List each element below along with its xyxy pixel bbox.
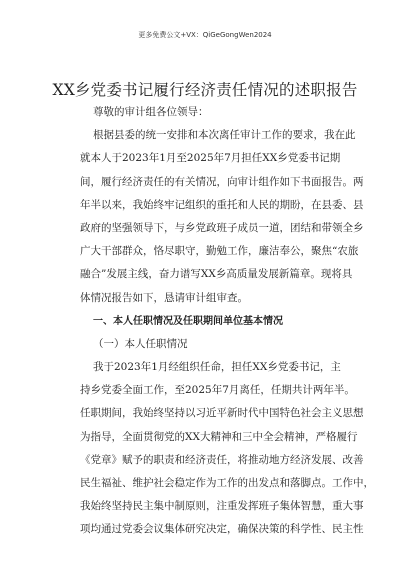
paragraph-line: 融合”发展主线，奋力谱写XX乡高质量发展新篇章。现将具 xyxy=(80,268,353,281)
paragraph-line: 我于2023年1月经组织任命，担任XX乡党委书记，主 xyxy=(93,361,341,374)
paragraph-line: 项均通过党委会议集体研究决定，确保决策的科学性、民主性 xyxy=(80,523,364,536)
header-note: 更多免费公文+VX：QiGeGongWen2024 xyxy=(138,31,272,39)
paragraph-line: 我始终坚持民主集中制原则，注重发挥班子集体智慧，重大事 xyxy=(80,500,364,513)
paragraph-line: 为指导，全面贯彻党的XX大精神和三中全会精神，严格履行 xyxy=(80,430,358,443)
report-title: XX乡党委书记履行经济责任情况的述职报告 xyxy=(52,81,358,99)
subsection-heading: （一）本人任职情况 xyxy=(93,337,188,350)
paragraph-line: 《党章》赋予的职责和经济责任，将推动地方经济发展、改善 xyxy=(80,453,364,466)
paragraph-line: 根据县委的统一安排和本次离任审计工作的要求，我在此 xyxy=(93,129,356,142)
paragraph-line: 持乡党委全面工作，至2025年7月离任，任期共计两年半。 xyxy=(80,384,355,397)
paragraph-line: 民生福祉、维护社会稳定作为工作的出发点和落脚点。工作中， xyxy=(80,477,374,489)
paragraph-line: 就本人于2023年1月至2025年7月担任XX乡党委书记期 xyxy=(80,152,341,165)
paragraph-line: 年半以来，我始终牢记组织的重托和人民的期盼，在县委、县 xyxy=(80,198,364,211)
section-heading: 一、本人任职情况及任职期间单位基本情况 xyxy=(93,315,283,327)
paragraph-line: 间，履行经济责任的有关情况，向审计组作如下书面报告。两 xyxy=(80,175,364,188)
paragraph-line: 广大干部群众，恪尽职守，勤勉工作，廉洁奉公，聚焦“农旅 xyxy=(80,245,359,258)
paragraph-line: 体情况报告如下，恳请审计组审查。 xyxy=(80,291,248,304)
salutation: 尊敬的审计组各位领导： xyxy=(93,106,209,118)
report-body xyxy=(80,101,374,542)
paragraph-line: 任职期间，我始终坚持以习近平新时代中国特色社会主义思想 xyxy=(80,407,364,420)
paragraph-line: 政府的坚强领导下，与乡党政班子成员一道，团结和带领全乡 xyxy=(80,221,364,234)
